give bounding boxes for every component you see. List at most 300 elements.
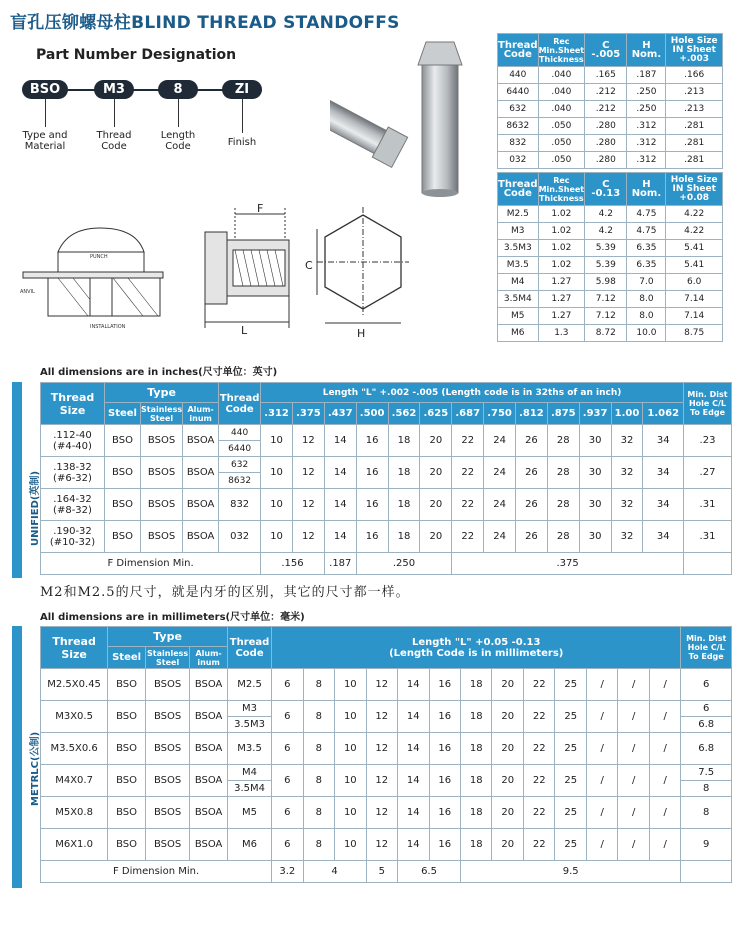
table-cell: .375: [452, 553, 684, 575]
table-cell: M6: [228, 829, 272, 861]
table-cell: 18: [461, 701, 492, 733]
column-header: Type: [105, 383, 219, 403]
column-header: Hole Size IN Sheet +0.08: [666, 173, 723, 206]
table-cell: M3: [498, 223, 539, 240]
table-cell: 8: [681, 781, 732, 797]
table-cell: /: [649, 701, 680, 733]
table-cell: BSOS: [145, 701, 189, 733]
table-cell: /: [649, 765, 680, 797]
table-cell: BSOS: [145, 829, 189, 861]
table-cell: .281: [666, 152, 723, 169]
table-row: [498, 308, 723, 325]
table-cell: 28: [547, 457, 579, 489]
table-cell: .050: [538, 152, 585, 169]
table-cell: 20: [492, 669, 523, 701]
table-cell: /: [618, 733, 649, 765]
table-cell: 20: [492, 797, 523, 829]
table-cell: 7.0: [627, 274, 666, 291]
tick: [178, 99, 179, 127]
table-cell: 032: [219, 521, 261, 553]
table-cell: M6: [498, 325, 539, 342]
table-cell: 16: [429, 765, 460, 797]
table-cell: 18: [461, 765, 492, 797]
table-cell: .040: [538, 84, 585, 101]
column-header: .500: [356, 403, 388, 425]
table-cell: 8: [303, 765, 334, 797]
table-cell: .213: [666, 101, 723, 118]
table-cell: 28: [547, 425, 579, 457]
table-row: [498, 223, 723, 240]
table-cell: 10: [261, 521, 293, 553]
table-row: [498, 240, 723, 257]
table-cell: 8: [303, 669, 334, 701]
table-row: [498, 291, 723, 308]
table-cell: F Dimension Min.: [41, 553, 261, 575]
table-cell: 4.2: [585, 223, 627, 240]
table-cell: .280: [585, 118, 627, 135]
table-cell: 6: [272, 765, 303, 797]
table-cell: .31: [684, 521, 732, 553]
metric-sidebar: [12, 626, 22, 888]
dim-H: H: [357, 327, 366, 340]
table-cell: 6440: [219, 441, 261, 457]
dim-L: L: [241, 324, 248, 337]
table-cell: 3.5M4: [498, 291, 539, 308]
column-header: Length "L" +.002 -.005 (Length code is in 32ths of an inch): [261, 383, 684, 403]
table-cell: BSOS: [145, 765, 189, 797]
table-cell: 1.3: [538, 325, 585, 342]
table-cell: M4: [228, 765, 272, 781]
table-cell: BSO: [108, 701, 146, 733]
table-cell: /: [586, 829, 617, 861]
table-cell: 20: [420, 457, 452, 489]
table-cell: 12: [366, 765, 397, 797]
table-cell: 632: [498, 101, 539, 118]
table-row: [41, 733, 732, 765]
column-header: Type: [108, 627, 228, 647]
table-cell: 25: [555, 829, 586, 861]
table-cell: 10: [261, 425, 293, 457]
table-cell: /: [618, 701, 649, 733]
table-cell: 25: [555, 669, 586, 701]
table-cell: 7.12: [585, 308, 627, 325]
table-cell: .190-32 (#10-32): [41, 521, 105, 553]
table-cell: 3.5M3: [498, 240, 539, 257]
table-cell: M2.5X0.45: [41, 669, 108, 701]
table-cell: 4.22: [666, 223, 723, 240]
table-cell: 6.8: [681, 717, 732, 733]
table-cell: 16: [356, 521, 388, 553]
table-cell: BSOS: [145, 733, 189, 765]
column-header: Thread Code: [219, 383, 261, 425]
table-cell: /: [586, 669, 617, 701]
table-cell: 26: [516, 425, 548, 457]
column-header: H Nom.: [627, 173, 666, 206]
table-cell: 1.27: [538, 308, 585, 325]
column-header: Stainless Steel: [147, 648, 189, 667]
installation-drawing: [18, 220, 183, 340]
table-cell: 18: [388, 457, 420, 489]
table-cell: 8.72: [585, 325, 627, 342]
pill-thread: M3: [94, 80, 134, 99]
table-cell: 16: [429, 733, 460, 765]
table-cell: .250: [627, 84, 666, 101]
table-cell: 16: [356, 457, 388, 489]
table-cell: BSOA: [183, 489, 219, 521]
table-cell: 18: [461, 829, 492, 861]
section-drawing: [195, 200, 305, 340]
table-cell: 440: [498, 67, 539, 84]
table-cell: 6: [272, 669, 303, 701]
table-cell: 7.5: [681, 765, 732, 781]
table-cell: 10: [335, 797, 366, 829]
table-cell: /: [649, 733, 680, 765]
table-cell: 30: [579, 489, 611, 521]
table-cell: .166: [666, 67, 723, 84]
table-cell: .112-40 (#4-40): [41, 425, 105, 457]
table-cell: 18: [461, 669, 492, 701]
table-cell: 14: [324, 425, 356, 457]
column-header: Stainless Steel: [141, 404, 183, 423]
column-header: .937: [579, 403, 611, 425]
table-cell: 25: [555, 733, 586, 765]
table-cell: 3.5M4: [228, 781, 272, 797]
column-header: 1.062: [643, 403, 684, 425]
table-cell: 5.39: [585, 257, 627, 274]
table-row: [41, 489, 732, 521]
table-cell: 4: [303, 861, 366, 883]
table-cell: .312: [627, 135, 666, 152]
part-number-heading: Part Number Designation: [36, 47, 237, 63]
table-row: [41, 765, 732, 781]
table-row: [498, 135, 723, 152]
table-cell: 4.75: [627, 223, 666, 240]
caption-thread: Thread Code: [96, 130, 132, 152]
table-cell: /: [649, 797, 680, 829]
table-cell: 14: [324, 489, 356, 521]
column-header: Steel: [105, 403, 141, 425]
table-cell: BSOS: [141, 521, 183, 553]
table-cell: .27: [684, 457, 732, 489]
pill-length: 8: [158, 80, 198, 99]
dim-F: F: [257, 202, 264, 215]
table-cell: 9: [681, 829, 732, 861]
column-header: Alum- inum: [190, 647, 228, 669]
table-cell: .250: [356, 553, 452, 575]
table-cell: 12: [366, 797, 397, 829]
inch-spec-table: [497, 33, 723, 169]
installation-label: INSTALLATION: [90, 324, 126, 330]
table-cell: 12: [366, 829, 397, 861]
table-cell: 32: [611, 489, 643, 521]
table-cell: 22: [523, 701, 554, 733]
table-cell: 6440: [498, 84, 539, 101]
table-cell: BSO: [105, 489, 141, 521]
table-cell: M4: [498, 274, 539, 291]
table-cell: BSOS: [141, 457, 183, 489]
table-row: [41, 701, 732, 717]
table-cell: 832: [219, 489, 261, 521]
table-row: [498, 118, 723, 135]
table-cell: /: [586, 701, 617, 733]
table-cell: 22: [523, 733, 554, 765]
table-cell: 30: [579, 425, 611, 457]
table-cell: 632: [219, 457, 261, 473]
table-cell: 12: [292, 425, 324, 457]
column-header: .437: [324, 403, 356, 425]
table-cell: 20: [420, 521, 452, 553]
table-cell: BSOA: [183, 457, 219, 489]
table-row: [498, 101, 723, 118]
table-cell: 14: [398, 829, 429, 861]
column-header: Thread Size: [41, 627, 108, 669]
table-cell: 24: [484, 489, 516, 521]
table-cell: 18: [461, 733, 492, 765]
table-cell: 30: [579, 521, 611, 553]
table-cell: 10: [261, 457, 293, 489]
punch-label: PUNCH: [90, 254, 108, 260]
table-cell: 6.0: [666, 274, 723, 291]
table-row: [41, 425, 732, 441]
table-cell: 5.41: [666, 240, 723, 257]
table-cell: 8: [681, 797, 732, 829]
table-cell: /: [649, 829, 680, 861]
table-cell: .212: [585, 101, 627, 118]
table-cell: M3: [228, 701, 272, 717]
unified-table: [40, 382, 732, 575]
table-cell: 24: [484, 521, 516, 553]
table-cell: 6.35: [627, 257, 666, 274]
tick: [242, 99, 243, 133]
table-cell: 5.41: [666, 257, 723, 274]
metric-table: [40, 626, 732, 883]
table-cell: .212: [585, 84, 627, 101]
table-cell: 8: [303, 829, 334, 861]
table-row: [498, 325, 723, 342]
table-cell: BSOA: [183, 521, 219, 553]
table-cell: 18: [388, 521, 420, 553]
table-cell: 18: [388, 489, 420, 521]
table-cell: BSOA: [190, 701, 228, 733]
tick: [114, 99, 115, 127]
column-header: 1.00: [611, 403, 643, 425]
table-row: [498, 67, 723, 84]
table-cell: [681, 861, 732, 883]
table-row: [41, 521, 732, 553]
table-cell: 34: [643, 457, 684, 489]
table-cell: 1.02: [538, 206, 585, 223]
table-cell: 10: [335, 669, 366, 701]
table-cell: BSO: [108, 797, 146, 829]
table-cell: 14: [398, 669, 429, 701]
column-header: .750: [484, 403, 516, 425]
table-cell: M3.5: [498, 257, 539, 274]
table-cell: 16: [356, 425, 388, 457]
unified-heading: All dimensions are in inches(尺寸单位：英寸): [40, 367, 278, 378]
table-cell: .040: [538, 101, 585, 118]
table-cell: 26: [516, 489, 548, 521]
table-cell: 1.27: [538, 291, 585, 308]
table-cell: BSOS: [141, 489, 183, 521]
column-header: .312: [261, 403, 293, 425]
table-cell: 6.8: [681, 733, 732, 765]
table-cell: 24: [484, 425, 516, 457]
table-cell: 1.02: [538, 223, 585, 240]
table-cell: 18: [461, 797, 492, 829]
table-cell: 20: [420, 425, 452, 457]
table-row: [41, 669, 732, 701]
table-cell: 9.5: [461, 861, 681, 883]
unified-side-label: UNIFIED(英制): [30, 470, 41, 546]
table-cell: .164-32 (#8-32): [41, 489, 105, 521]
col-head: H Nom.: [627, 34, 666, 67]
table-cell: 14: [398, 701, 429, 733]
table-row: [498, 257, 723, 274]
table-cell: 6: [272, 701, 303, 733]
caption-finish: Finish: [227, 137, 257, 148]
column-header: Steel: [108, 647, 146, 669]
table-cell: 8: [303, 701, 334, 733]
table-cell: 6.5: [398, 861, 461, 883]
column-header: Thread Code: [498, 173, 539, 206]
table-cell: 10: [261, 489, 293, 521]
table-cell: /: [618, 829, 649, 861]
table-cell: M3.5X0.6: [41, 733, 108, 765]
table-cell: 14: [398, 797, 429, 829]
column-header: .812: [516, 403, 548, 425]
table-cell: 32: [611, 457, 643, 489]
table-cell: 28: [547, 489, 579, 521]
table-cell: 12: [292, 521, 324, 553]
table-cell: /: [586, 765, 617, 797]
table-cell: /: [618, 669, 649, 701]
table-cell: 6: [272, 733, 303, 765]
table-cell: 18: [388, 425, 420, 457]
table-cell: 3.5M3: [228, 717, 272, 733]
table-row: [498, 274, 723, 291]
metric-heading: All dimensions are in millimeters(尺寸单位：毫米): [40, 612, 305, 623]
table-cell: 12: [292, 489, 324, 521]
column-header: .562: [388, 403, 420, 425]
table-cell: /: [618, 765, 649, 797]
column-header: Min. Dist Hole C/L To Edge: [681, 627, 732, 669]
table-cell: .138-32 (#6-32): [41, 457, 105, 489]
table-cell: 7.14: [666, 308, 723, 325]
standoff-photo: [330, 30, 495, 200]
table-cell: 34: [643, 521, 684, 553]
table-cell: BSOA: [190, 765, 228, 797]
table-cell: 10: [335, 701, 366, 733]
table-cell: 25: [555, 765, 586, 797]
column-header: Rec Min.Sheet Thickness: [538, 173, 585, 206]
table-cell: 440: [219, 425, 261, 441]
column-header: .625: [420, 403, 452, 425]
table-cell: 6: [272, 829, 303, 861]
table-cell: .165: [585, 67, 627, 84]
table-cell: BSO: [108, 829, 146, 861]
table-cell: 6: [681, 669, 732, 701]
table-cell: 16: [429, 669, 460, 701]
caption-length: Length Code: [160, 130, 196, 152]
f-dimension-row: [41, 553, 732, 575]
table-cell: 14: [398, 733, 429, 765]
table-row: [498, 84, 723, 101]
table-cell: BSO: [108, 669, 146, 701]
table-cell: 6: [681, 701, 732, 717]
table-cell: .280: [585, 152, 627, 169]
table-cell: .312: [627, 118, 666, 135]
table-cell: 8632: [498, 118, 539, 135]
table-cell: 10: [335, 733, 366, 765]
table-cell: .050: [538, 118, 585, 135]
table-cell: 3.2: [272, 861, 303, 883]
table-cell: 5.39: [585, 240, 627, 257]
table-cell: /: [586, 797, 617, 829]
table-cell: .280: [585, 135, 627, 152]
pill-finish: ZI: [222, 80, 262, 99]
table-cell: 20: [420, 489, 452, 521]
table-cell: 16: [356, 489, 388, 521]
table-cell: 6: [272, 797, 303, 829]
table-cell: /: [618, 797, 649, 829]
col-head: Hole Size IN Sheet +.003: [666, 34, 723, 67]
column-header: Alum- inum: [183, 403, 219, 425]
table-cell: .040: [538, 67, 585, 84]
table-cell: 34: [643, 489, 684, 521]
table-cell: M3X0.5: [41, 701, 108, 733]
table-cell: M6X1.0: [41, 829, 108, 861]
column-header: Thread Code: [228, 627, 272, 669]
col-head: Rec Min.Sheet Thickness: [538, 34, 585, 67]
table-cell: 22: [523, 669, 554, 701]
unified-sidebar: [12, 382, 22, 578]
table-cell: 22: [452, 489, 484, 521]
table-cell: BSO: [105, 521, 141, 553]
anvil-label: ANVIL: [20, 289, 35, 295]
table-cell: 10: [335, 829, 366, 861]
col-head: Thread Code: [498, 34, 539, 67]
table-cell: BSOA: [190, 797, 228, 829]
metric-side-label: METRLC(公制): [30, 731, 41, 806]
table-cell: 22: [452, 457, 484, 489]
table-cell: 20: [492, 701, 523, 733]
table-cell: 4.22: [666, 206, 723, 223]
table-cell: .281: [666, 135, 723, 152]
column-header: Min. Dist Hole C/L To Edge: [684, 383, 732, 425]
table-cell: BSOS: [145, 669, 189, 701]
table-row: [41, 457, 732, 473]
table-cell: BSOA: [190, 733, 228, 765]
dim-C: C: [305, 259, 313, 272]
table-cell: 14: [324, 457, 356, 489]
tick: [45, 99, 46, 127]
table-cell: 22: [452, 425, 484, 457]
table-cell: M4X0.7: [41, 765, 108, 797]
table-cell: F Dimension Min.: [41, 861, 272, 883]
column-header: .875: [547, 403, 579, 425]
table-cell: 1.02: [538, 257, 585, 274]
table-cell: 14: [324, 521, 356, 553]
table-cell: 28: [547, 521, 579, 553]
table-cell: M5X0.8: [41, 797, 108, 829]
table-cell: 32: [611, 425, 643, 457]
table-cell: 26: [516, 521, 548, 553]
table-cell: 20: [492, 733, 523, 765]
table-cell: 22: [523, 829, 554, 861]
table-cell: BSOA: [190, 829, 228, 861]
table-cell: 22: [452, 521, 484, 553]
table-row: [41, 829, 732, 861]
